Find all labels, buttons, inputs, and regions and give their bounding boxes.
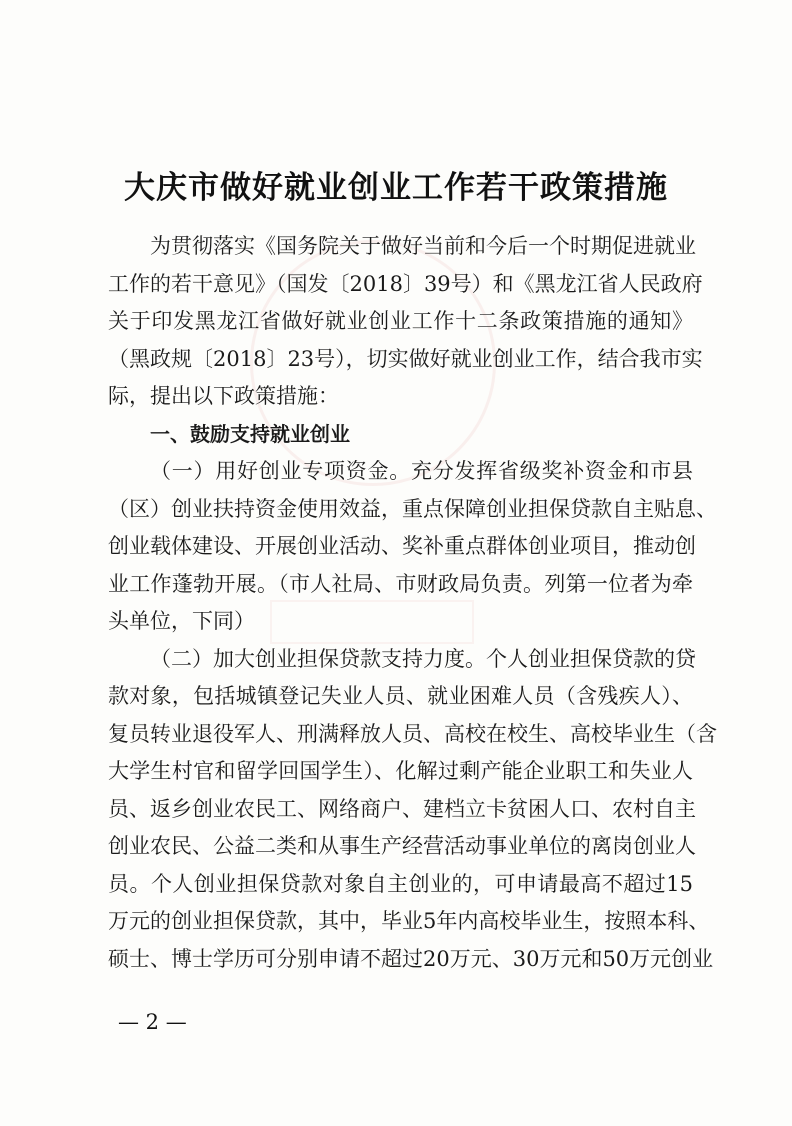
body-line: （区）创业扶持资金使用效益，重点保障创业担保贷款自主贴息、 [108, 496, 717, 521]
body-line: 员、返乡创业农民工、网络商户、建档立卡贫困人口、农村自主 [108, 796, 696, 821]
body-line: 复员转业退役军人、刑满释放人员、高校在校生、高校毕业生（含 [108, 721, 717, 746]
body-line: 创业农民、公益二类和从事生产经营活动事业单位的离岗创业人 [108, 834, 696, 858]
body-line: 际，提出以下政策措施： [108, 384, 339, 408]
body-line: 大学生村官和留学回国学生）、化解过剩产能企业职工和失业人 [108, 759, 693, 783]
document-body [108, 228, 717, 978]
body-line: 工作的若干意见》（国发〔2018〕39号）和《黑龙江省人民政府 [108, 271, 703, 296]
body-line: 关于印发黑龙江省做好就业创业工作十二条政策措施的通知》 [108, 309, 693, 333]
body-line: 为贯彻落实《国务院关于做好当前和今后一个时期促进就业 [150, 234, 696, 258]
body-line: 万元的创业担保贷款，其中，毕业5年内高校毕业生，按照本科、 [108, 909, 710, 933]
body-line: 款对象，包括城镇登记失业人员、就业困难人员（含残疾人）、 [108, 684, 693, 708]
body-line: 头单位，下同） [108, 609, 255, 633]
body-line: 员。个人创业担保贷款对象自主创业的，可申请最高不超过15 [108, 871, 693, 896]
body-line: （一）用好创业专项资金。充分发挥省级奖补资金和市县 [150, 459, 693, 483]
body-line: （二）加大创业担保贷款支持力度。个人创业担保贷款的贷 [150, 646, 696, 671]
document-title: 大庆市做好就业创业工作若干政策措施 [124, 170, 668, 206]
body-line: （黑政规〔2018〕23号），切实做好就业创业工作，结合我市实 [108, 346, 703, 371]
body-line: 硕士、博士学历可分别申请不超过20万元、30万元和50万元创业 [108, 946, 714, 971]
body-line: 创业载体建设、开展创业活动、奖补重点群体创业项目，推动创 [108, 534, 696, 558]
section-heading: 一、鼓励支持就业创业 [150, 421, 350, 446]
page-number: — 2 — [118, 1010, 187, 1034]
body-line: 业工作蓬勃开展。（市人社局、市财政局负责。列第一位者为牵 [108, 571, 693, 596]
